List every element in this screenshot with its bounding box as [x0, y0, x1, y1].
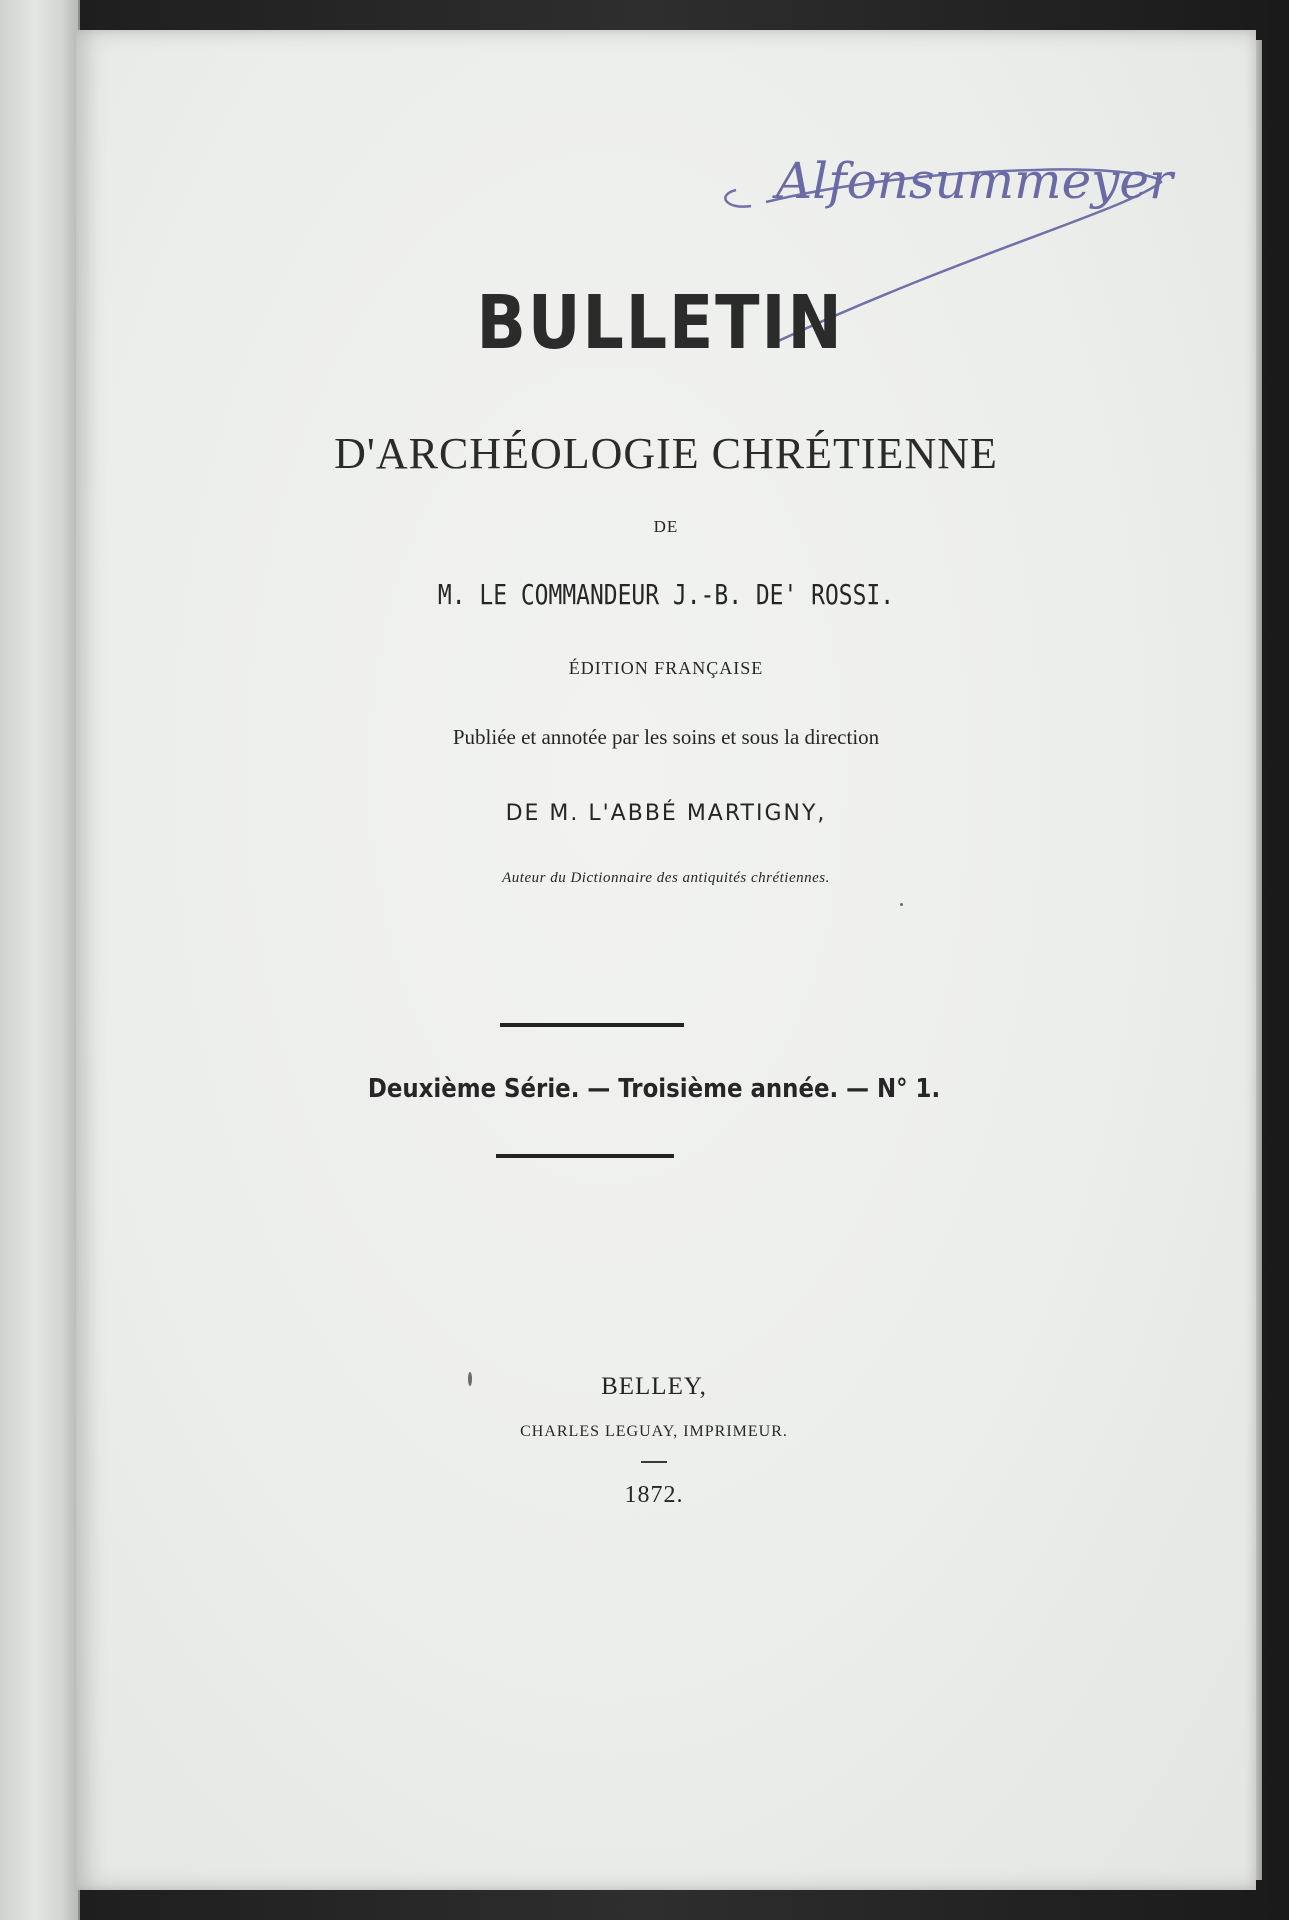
- author-line: M. LE COMMANDEUR J.-B. DE' ROSSI.: [437, 578, 895, 611]
- title-page: [76, 30, 1256, 1890]
- published-line: Publiée et annotée par les soins et sous la direction: [452, 725, 880, 749]
- imprint-divider: [641, 1461, 667, 1463]
- editor-line: DE M. L'ABBÉ MARTIGNY,: [505, 801, 827, 826]
- editor-note: Auteur du Dictionnaire des antiquités chrétiennes.: [502, 870, 830, 886]
- series-line: Deuxième Série. — Troisième année. — N° 1.: [367, 1074, 941, 1104]
- signature-hook: [725, 190, 751, 207]
- signature-text: Alfonsummeyer: [776, 152, 1173, 210]
- paper-speck: [900, 903, 903, 906]
- edition-line: ÉDITION FRANÇAISE: [568, 658, 764, 678]
- imprint-city: BELLEY,: [601, 1373, 707, 1400]
- bottom-divider: [496, 1154, 674, 1158]
- top-divider: [500, 1023, 684, 1027]
- de-line: DE: [653, 517, 679, 536]
- imprint-year: 1872.: [624, 1482, 684, 1508]
- page-subtitle: D'ARCHÉOLOGIE CHRÉTIENNE: [334, 429, 998, 478]
- book-left-edge: [0, 0, 80, 1920]
- imprint-printer: CHARLES LEGUAY, IMPRIMEUR.: [520, 1423, 788, 1440]
- paper-speck: [468, 1372, 472, 1386]
- page-title: BULLETIN: [476, 280, 844, 366]
